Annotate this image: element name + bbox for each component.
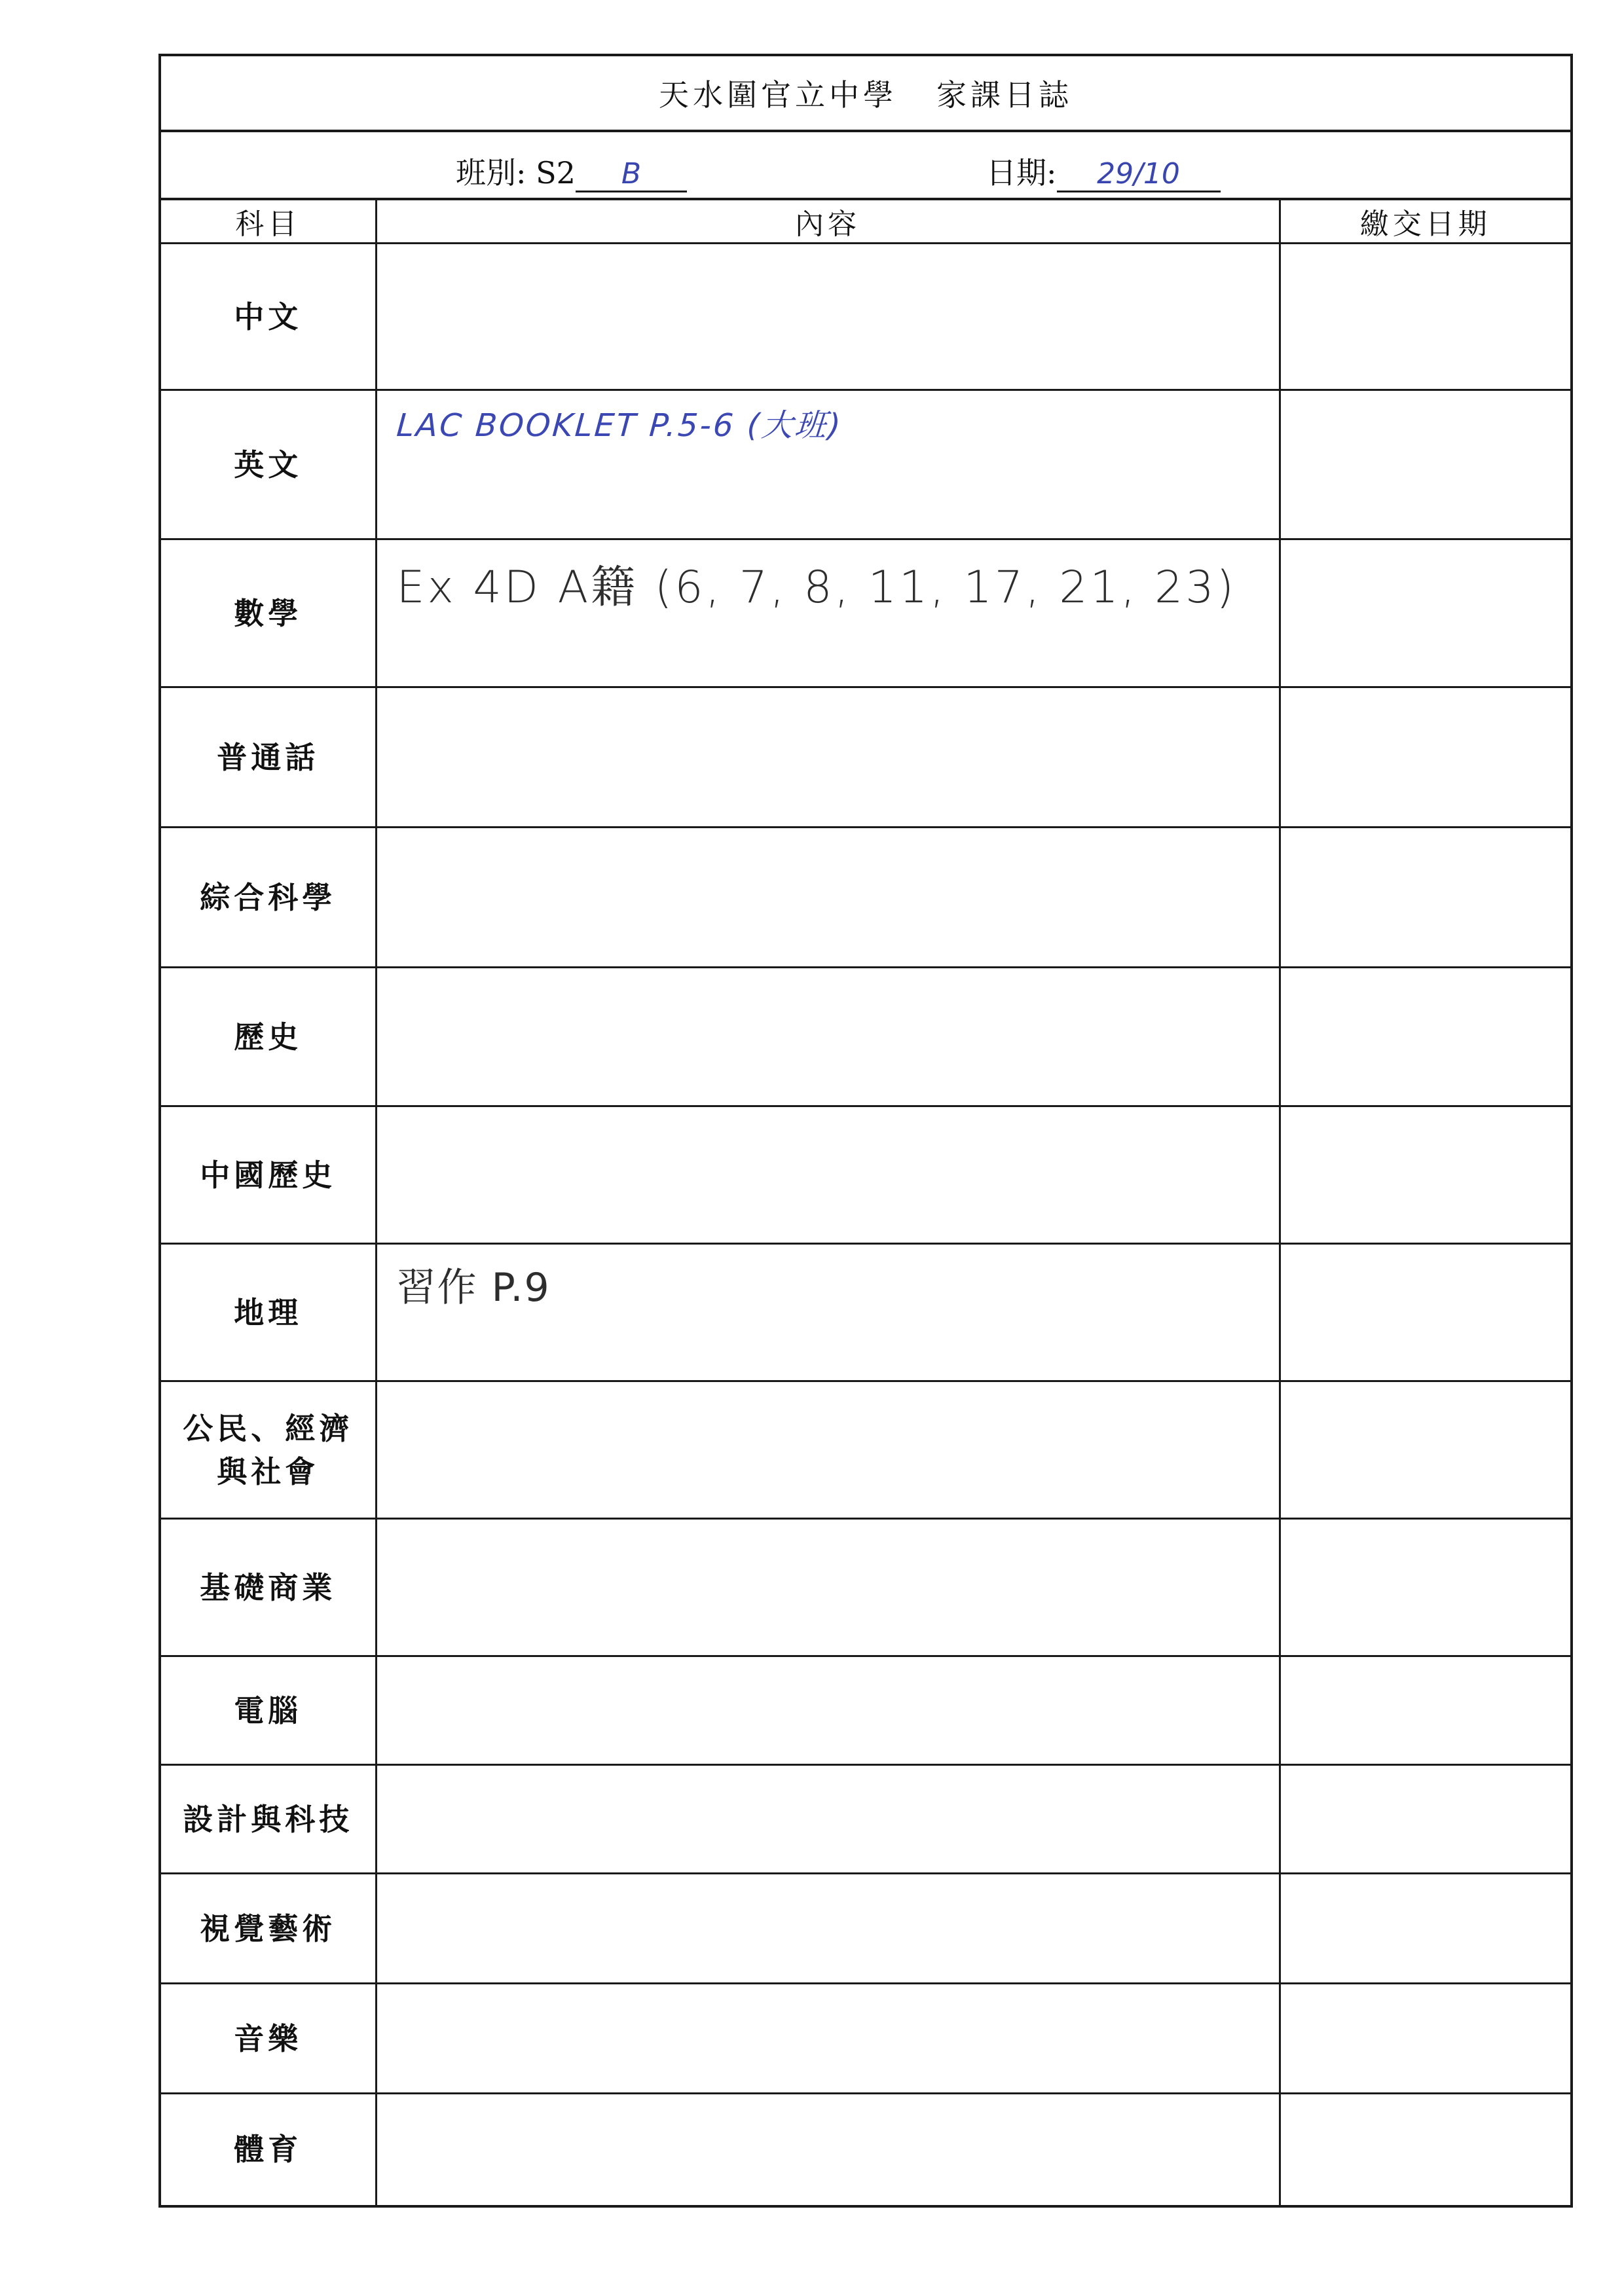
subject-integrated-science: 綜合科學 [161, 828, 376, 968]
table-row [161, 539, 1570, 687]
column-header-subject: 科目 [161, 200, 376, 244]
content-cell[interactable] [376, 687, 1280, 828]
subject-line: 與社會 [217, 1453, 320, 1489]
content-cell[interactable] [376, 1984, 1280, 2094]
table-row [161, 1519, 1570, 1656]
date-label: 日期: [986, 155, 1057, 191]
subject-design-technology: 設計與科技 [161, 1765, 376, 1874]
date-value[interactable]: 29/10 [1057, 158, 1221, 192]
due-cell[interactable] [1280, 244, 1570, 390]
subject-music: 音樂 [161, 1984, 376, 2094]
content-cell[interactable] [376, 390, 1280, 539]
due-cell[interactable] [1280, 2094, 1570, 2205]
diary-title: 家課日誌 [936, 77, 1073, 113]
table-row [161, 2094, 1570, 2205]
table-row [161, 968, 1570, 1106]
content-cell[interactable] [376, 1106, 1280, 1244]
table-row [161, 1765, 1570, 1874]
content-cell[interactable] [376, 1765, 1280, 1874]
table-row [161, 1656, 1570, 1765]
content-cell[interactable] [376, 1244, 1280, 1381]
content-cell[interactable] [376, 539, 1280, 687]
table-row [161, 687, 1570, 828]
subject-citizenship-economics-society [161, 1381, 376, 1519]
due-cell[interactable] [1280, 1244, 1570, 1381]
content-cell[interactable] [376, 1656, 1280, 1765]
table-header-row [161, 200, 1570, 244]
subject-computer: 電腦 [161, 1656, 376, 1765]
homework-table [161, 200, 1570, 2205]
class-label: 班別: S2 [456, 155, 576, 191]
class-field [456, 149, 687, 192]
date-field [986, 149, 1221, 192]
homework-entry: Ex 4D A籍 (6, 7, 8, 11, 17, 21, 23) [396, 562, 1237, 613]
content-cell[interactable] [376, 1874, 1280, 1984]
subject-english: 英文 [161, 390, 376, 539]
subject-visual-arts: 視覺藝術 [161, 1874, 376, 1984]
form-title [161, 56, 1570, 132]
subject-math: 數學 [161, 539, 376, 687]
homework-diary-sheet [158, 54, 1573, 2208]
subject-history: 歷史 [161, 968, 376, 1106]
subject-basic-business: 基礎商業 [161, 1519, 376, 1656]
subject-geography: 地理 [161, 1244, 376, 1381]
column-header-content: 內容 [376, 200, 1280, 244]
due-cell[interactable] [1280, 1106, 1570, 1244]
table-row [161, 828, 1570, 968]
table-row [161, 1874, 1570, 1984]
homework-entry: LAC BOOKLET P.5-6 (大班) [395, 407, 843, 444]
content-cell[interactable] [376, 244, 1280, 390]
due-cell[interactable] [1280, 1656, 1570, 1765]
class-value[interactable]: B [576, 158, 687, 192]
content-cell[interactable] [376, 1519, 1280, 1656]
due-cell[interactable] [1280, 687, 1570, 828]
table-row [161, 1106, 1570, 1244]
subject-physical-education: 體育 [161, 2094, 376, 2205]
due-cell[interactable] [1280, 1765, 1570, 1874]
due-cell[interactable] [1280, 1874, 1570, 1984]
subject-line: 公民、經濟 [183, 1410, 354, 1446]
subject-chinese-history: 中國歷史 [161, 1106, 376, 1244]
content-cell[interactable] [376, 828, 1280, 968]
school-name: 天水圍官立中學 [659, 77, 897, 113]
content-cell[interactable] [376, 1381, 1280, 1519]
due-cell[interactable] [1280, 1519, 1570, 1656]
table-row [161, 390, 1570, 539]
table-row [161, 1984, 1570, 2094]
due-cell[interactable] [1280, 539, 1570, 687]
due-cell[interactable] [1280, 968, 1570, 1106]
table-row [161, 244, 1570, 390]
due-cell[interactable] [1280, 828, 1570, 968]
homework-entry: 習作 P.9 [396, 1265, 551, 1311]
content-cell[interactable] [376, 2094, 1280, 2205]
table-row [161, 1244, 1570, 1381]
due-cell[interactable] [1280, 390, 1570, 539]
due-cell[interactable] [1280, 1984, 1570, 2094]
class-date-row [161, 132, 1570, 200]
content-cell[interactable] [376, 968, 1280, 1106]
subject-chinese: 中文 [161, 244, 376, 390]
table-row [161, 1381, 1570, 1519]
column-header-due: 繳交日期 [1280, 200, 1570, 244]
due-cell[interactable] [1280, 1381, 1570, 1519]
subject-putonghua: 普通話 [161, 687, 376, 828]
